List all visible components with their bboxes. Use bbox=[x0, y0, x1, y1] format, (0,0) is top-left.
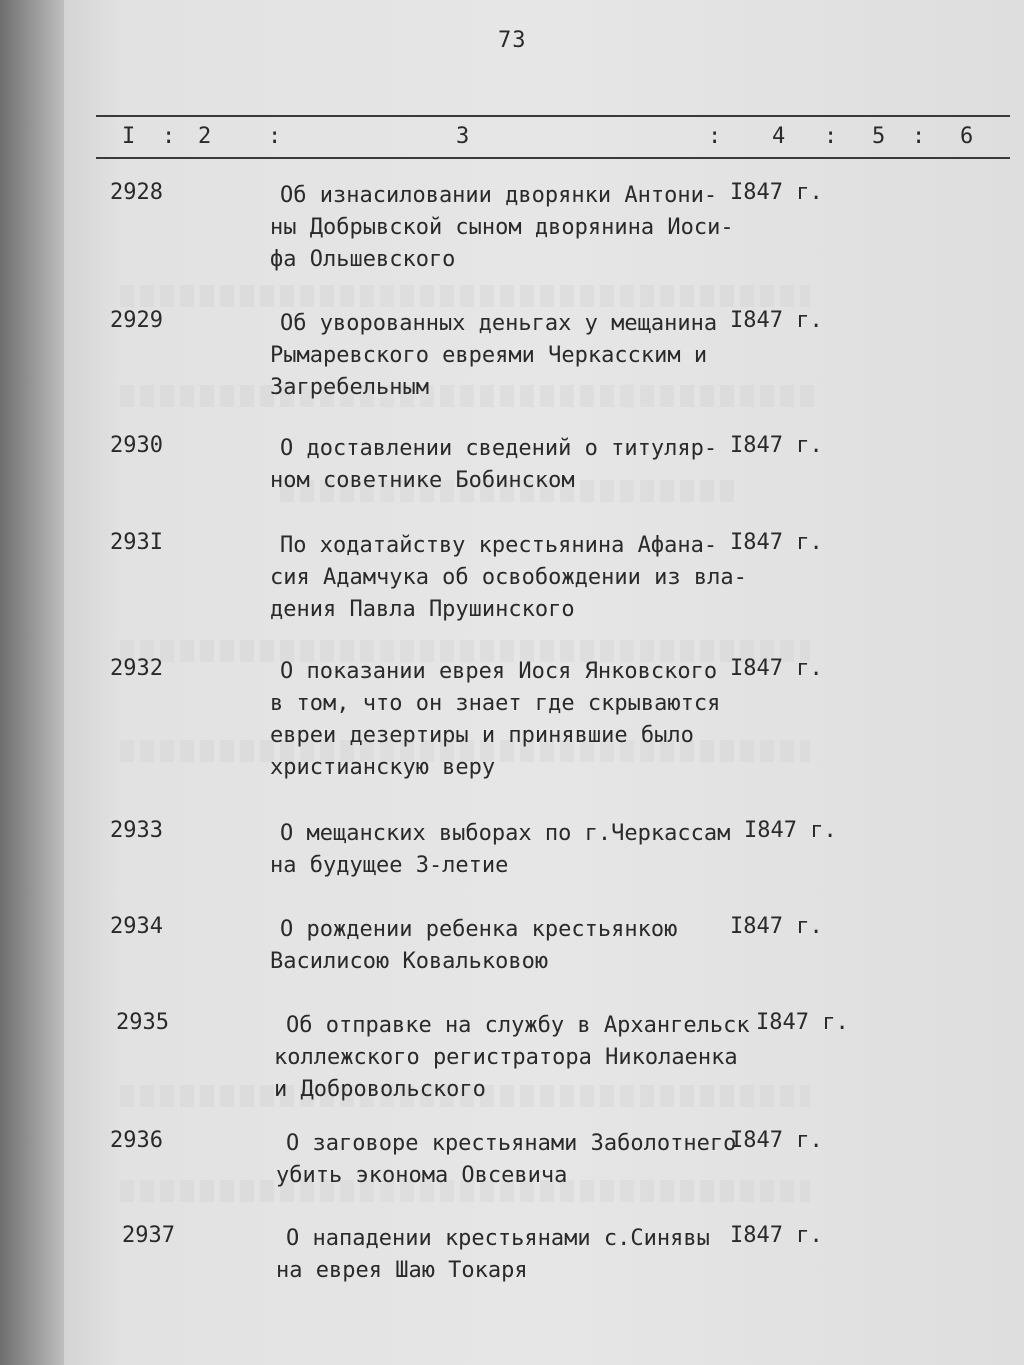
entry-text-line: убить эконома Овсевича bbox=[276, 1163, 568, 1188]
entry-description bbox=[270, 433, 718, 497]
header-rule-top bbox=[96, 115, 1010, 117]
entry-text-line: в том, что он знает где скрываются bbox=[270, 691, 721, 716]
entry-text-line: ны Добрывской сыном дворянина Иоси- bbox=[270, 215, 734, 240]
entry-description bbox=[270, 914, 678, 978]
header-rule-bottom bbox=[96, 157, 1010, 159]
entry-description bbox=[270, 530, 747, 626]
entry-text-line: О доставлении сведений о титуляр- bbox=[280, 436, 718, 461]
column-separator: : bbox=[268, 124, 282, 149]
column-header-2: 2 bbox=[198, 124, 212, 149]
column-separator: : bbox=[824, 124, 838, 149]
entry-description bbox=[270, 656, 721, 784]
entry-year: I847 г. bbox=[744, 818, 837, 843]
entry-text-line: Василисою Ковальковою bbox=[270, 949, 549, 974]
entry-description bbox=[276, 1223, 710, 1287]
entry-description bbox=[270, 180, 734, 276]
entry-text-line: Об отправке на службу в Архангельск bbox=[286, 1013, 750, 1038]
entry-text-line: По ходатайству крестьянина Афана- bbox=[280, 533, 718, 558]
entry-number: 2936 bbox=[110, 1128, 163, 1153]
entry-number: 2935 bbox=[116, 1010, 169, 1035]
column-header-row bbox=[0, 124, 1024, 152]
entry-text-line: О нападении крестьянами с.Синявы bbox=[286, 1226, 710, 1251]
entry-year: I847 г. bbox=[730, 1223, 823, 1248]
column-separator: : bbox=[708, 124, 722, 149]
entry-number: 2928 bbox=[110, 180, 163, 205]
entry-description bbox=[276, 1128, 737, 1192]
entry-text-line: христианскую веру bbox=[270, 755, 496, 780]
entry-text-line: на будущее 3-летие bbox=[270, 853, 509, 878]
entry-text-line: Об изнасиловании дворянки Антони- bbox=[280, 183, 718, 208]
page-number: 73 bbox=[498, 28, 527, 53]
entry-text-line: Об уворованных деньгах у мещанина bbox=[280, 311, 718, 336]
entry-text-line: и Добровольского bbox=[274, 1077, 486, 1102]
entry-text-line: фа Ольшевского bbox=[270, 247, 456, 272]
entry-year: I847 г. bbox=[730, 308, 823, 333]
entry-number: 2933 bbox=[110, 818, 163, 843]
entry-text-line: О рождении ребенка крестьянкою bbox=[280, 917, 678, 942]
entry-number: 2934 bbox=[110, 914, 163, 939]
entry-number: 293I bbox=[110, 530, 163, 555]
bleed-through-mark bbox=[120, 285, 810, 307]
column-separator: : bbox=[162, 124, 176, 149]
entry-description bbox=[274, 1010, 750, 1106]
entry-number: 2937 bbox=[122, 1223, 175, 1248]
column-header-1: I bbox=[122, 124, 136, 149]
entry-number: 2929 bbox=[110, 308, 163, 333]
entry-text-line: сия Адамчука об освобождении из вла- bbox=[270, 565, 747, 590]
entry-year: I847 г. bbox=[730, 914, 823, 939]
entry-text-line: О показании еврея Иося Янковского bbox=[280, 659, 718, 684]
column-header-6: 6 bbox=[960, 124, 974, 149]
entry-text-line: О мещанских выборах по г.Черкассам bbox=[280, 821, 731, 846]
entry-text-line: дения Павла Прушинского bbox=[270, 597, 575, 622]
entry-text-line: коллежского регистратора Николаенка bbox=[274, 1045, 738, 1070]
entry-year: I847 г. bbox=[756, 1010, 849, 1035]
entry-year: I847 г. bbox=[730, 180, 823, 205]
entry-year: I847 г. bbox=[730, 656, 823, 681]
column-header-3: 3 bbox=[456, 124, 470, 149]
entry-year: I847 г. bbox=[730, 433, 823, 458]
entry-text-line: Рымаревского евреями Черкасским и bbox=[270, 343, 708, 368]
entry-text-line: О заговоре крестьянами Заболотнего bbox=[286, 1131, 737, 1156]
entry-text-line: ном советнике Бобинском bbox=[270, 468, 575, 493]
entry-number: 2932 bbox=[110, 656, 163, 681]
column-separator: : bbox=[912, 124, 926, 149]
entry-year: I847 г. bbox=[730, 530, 823, 555]
column-header-4: 4 bbox=[772, 124, 786, 149]
entry-number: 2930 bbox=[110, 433, 163, 458]
entry-text-line: Загребельным bbox=[270, 375, 429, 400]
column-header-5: 5 bbox=[872, 124, 886, 149]
entry-year: I847 г. bbox=[730, 1128, 823, 1153]
entry-text-line: на еврея Шаю Токаря bbox=[276, 1258, 528, 1283]
entry-description bbox=[270, 308, 718, 404]
entry-text-line: евреи дезертиры и принявшие было bbox=[270, 723, 694, 748]
entry-description bbox=[270, 818, 731, 882]
